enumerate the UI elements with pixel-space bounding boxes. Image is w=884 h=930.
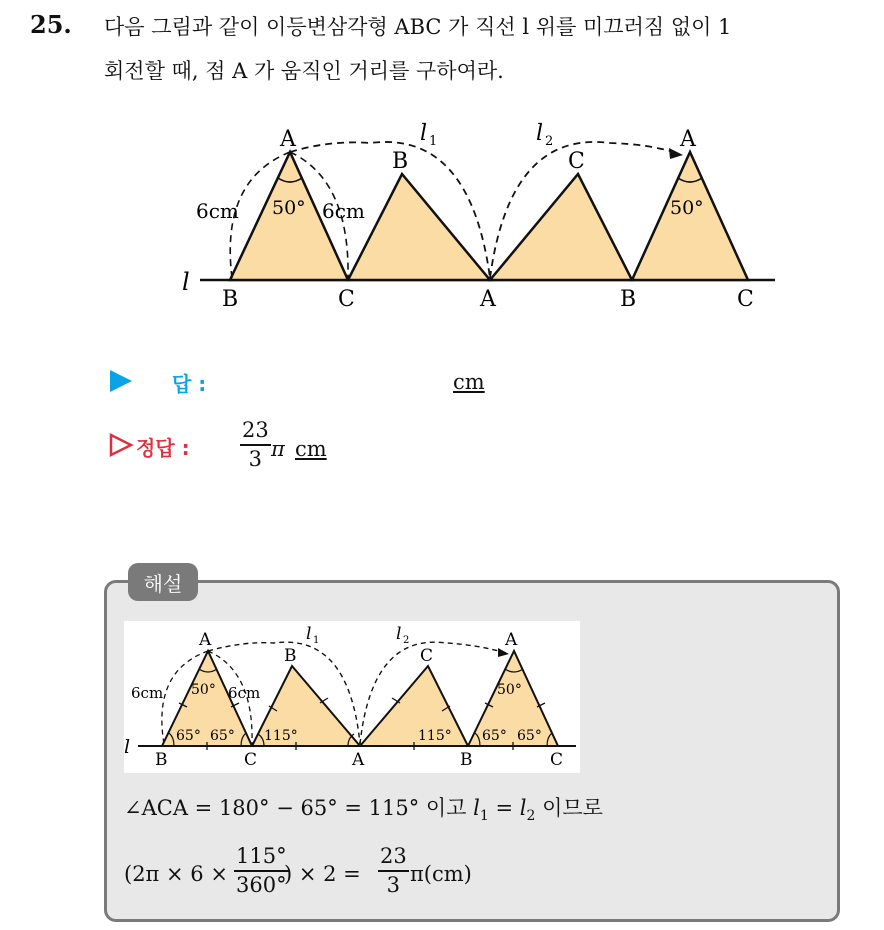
sol-label-B-2: B — [284, 646, 297, 666]
label-side-right: 6cm — [322, 199, 365, 223]
label-l1-sub: 1 — [429, 134, 438, 149]
sol-label-ext-2: 115° — [264, 728, 298, 744]
question-text-line-1: 다음 그림과 같이 이등변삼각형 ABC 가 직선 l 위를 미끄러짐 없이 1 — [104, 15, 732, 39]
sol-label-side-left: 6cm — [131, 684, 164, 702]
correct-answer-fraction — [240, 420, 271, 470]
answer-arrow-icon — [108, 368, 134, 394]
sol-label-C-3: C — [420, 646, 434, 666]
label-side-left: 6cm — [196, 199, 239, 223]
answer-label: 답 : — [172, 372, 207, 396]
sol-label-A-1: A — [199, 630, 212, 650]
sol-label-line-l: l — [124, 736, 131, 758]
correct-answer-label: 정답 : — [136, 436, 190, 460]
answer-unit: cm — [453, 370, 485, 394]
sol-label-C-1: C — [244, 750, 258, 770]
label-l2-sub: 2 — [545, 134, 554, 149]
label-B-2: B — [392, 149, 409, 174]
sol-label-angle-1: 50° — [191, 682, 216, 698]
sol-label-B-1: B — [155, 750, 168, 770]
label-A-bottom: A — [480, 287, 496, 312]
correct-pi: π — [271, 437, 285, 461]
sol-label-base-4b: 65° — [517, 728, 542, 744]
sol-label-base-1a: 65° — [176, 728, 201, 744]
label-l1: l — [420, 121, 428, 146]
correct-numerator: 23 — [242, 418, 269, 442]
sol-label-A-4: A — [505, 630, 518, 650]
solution-line-1: ∠ACA = 180° − 65° = 115° 이고 $l_1 = l_2$ 이므로 — [124, 796, 603, 825]
sol-label-base-1b: 65° — [210, 728, 235, 744]
label-B-4: B — [620, 287, 637, 312]
sol-label-B-4: B — [460, 750, 473, 770]
sol-label-base-4a: 65° — [482, 728, 507, 744]
triangle-3 — [490, 174, 632, 280]
sol-label-A-bottom: A — [352, 750, 365, 770]
solution-figure — [124, 621, 580, 773]
question-number: 25. — [30, 10, 72, 39]
sol-label-ext-3: 115° — [418, 728, 452, 744]
sol-label-l2-sub: 2 — [403, 635, 410, 646]
sol-label-l2: l — [396, 624, 402, 644]
label-line-l: l — [182, 268, 190, 296]
correct-arrow-icon — [108, 432, 134, 458]
label-B-1: B — [222, 287, 239, 312]
label-A-1: A — [280, 127, 296, 152]
correct-denominator: 3 — [248, 446, 263, 471]
label-C-1: C — [338, 287, 355, 312]
sol-label-l1: l — [306, 624, 312, 644]
rolling-triangle-figure — [180, 110, 780, 320]
sol-label-side-right: 6cm — [228, 684, 261, 702]
triangle-2 — [348, 174, 490, 280]
sol-label-l1-sub: 1 — [313, 635, 320, 646]
label-A-4: A — [680, 127, 696, 152]
correct-unit: cm — [295, 437, 327, 461]
solution-fraction-1: 115° 360° — [236, 844, 287, 897]
label-angle-1: 50° — [272, 197, 306, 219]
solution-fraction-2: 23 3 — [380, 844, 407, 897]
question-text-line-2: 회전할 때, 점 A 가 움직인 거리를 구하여라. — [104, 59, 504, 83]
sol-label-angle-4: 50° — [497, 682, 522, 698]
label-angle-4: 50° — [670, 197, 704, 219]
label-C-4: C — [737, 287, 754, 312]
solution-tab: 해설 — [128, 563, 198, 601]
label-C-3: C — [568, 149, 585, 174]
label-l2: l — [536, 121, 544, 146]
sol-label-C-4: C — [550, 750, 564, 770]
